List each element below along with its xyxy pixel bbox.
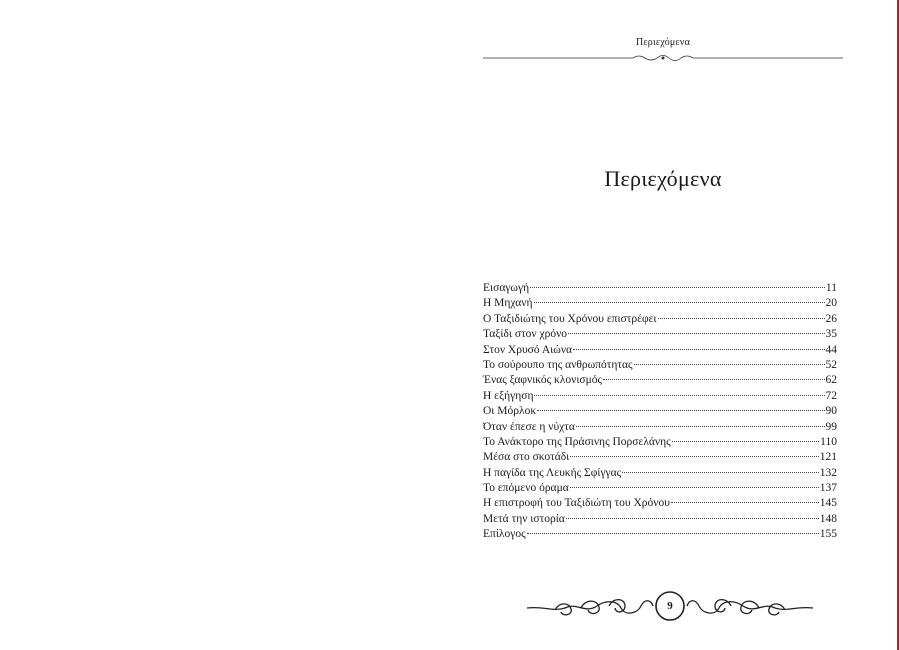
toc-dot-leader xyxy=(573,349,824,350)
toc-entry xyxy=(483,390,837,405)
toc-entry xyxy=(483,359,837,374)
toc-entry-title: Μετά την ιστορία xyxy=(483,512,565,525)
toc-entry-title: Το επόμενο όραμα xyxy=(483,482,569,495)
toc-entry-page: 20 xyxy=(825,297,837,310)
toc-entry xyxy=(483,313,837,328)
toc-entry-page: 35 xyxy=(825,328,837,341)
toc-entry-page: 145 xyxy=(819,497,837,510)
toc-entry-title: Όταν έπεσε η νύχτα xyxy=(483,420,575,433)
toc-entry xyxy=(483,282,837,297)
toc-entry xyxy=(483,436,837,451)
toc-dot-leader xyxy=(527,533,819,534)
toc-dot-leader xyxy=(634,364,825,365)
toc-entry-title: Ένας ξαφνικός κλονισμός xyxy=(483,374,603,387)
toc-entry-page: 26 xyxy=(825,312,837,325)
toc-entry xyxy=(483,405,837,420)
toc-dot-leader xyxy=(603,379,824,380)
toc-dot-leader xyxy=(534,302,825,303)
header-flourish-rule xyxy=(483,50,843,66)
toc-entry-title: Το σούρουπο της ανθρωπότητας xyxy=(483,358,633,371)
toc-dot-leader xyxy=(576,426,825,427)
toc-entry-page: 44 xyxy=(825,343,837,356)
toc-dot-leader xyxy=(530,287,825,288)
page-number: 9 xyxy=(667,600,673,612)
toc-entry-page: 62 xyxy=(825,374,837,387)
toc-entry-page: 148 xyxy=(819,512,837,525)
toc-dot-leader xyxy=(537,410,824,411)
toc-entry xyxy=(483,374,837,389)
toc-entry-page: 72 xyxy=(825,389,837,402)
toc-entry xyxy=(483,328,837,343)
table-of-contents xyxy=(483,282,837,544)
toc-entry-page: 90 xyxy=(825,405,837,418)
toc-dot-leader xyxy=(570,487,819,488)
toc-dot-leader xyxy=(566,518,819,519)
toc-entry-title: Ο Ταξιδιώτης του Χρόνου επιστρέφει xyxy=(483,312,657,325)
toc-entry-title: Μέσα στο σκοτάδι xyxy=(483,451,570,464)
toc-entry-title: Ταξίδι στον χρόνο xyxy=(483,328,568,341)
toc-entry xyxy=(483,467,837,482)
page-title: Περιεχόμενα xyxy=(604,166,722,191)
toc-dot-leader xyxy=(671,502,819,503)
toc-entry-title: Η εξήγηση xyxy=(483,389,534,402)
toc-entry-page: 11 xyxy=(825,282,837,294)
toc-dot-leader xyxy=(568,333,824,334)
toc-entry xyxy=(483,421,837,436)
toc-entry xyxy=(483,451,837,466)
toc-entry-title: Εισαγωγή xyxy=(483,282,530,294)
toc-dot-leader xyxy=(658,318,825,319)
toc-dot-leader xyxy=(570,456,819,457)
toc-entry xyxy=(483,344,837,359)
toc-entry-page: 155 xyxy=(819,528,837,541)
toc-entry-page: 99 xyxy=(825,420,837,433)
toc-entry-page: 132 xyxy=(819,466,837,479)
toc-entry-page: 137 xyxy=(819,482,837,495)
toc-entry xyxy=(483,528,837,543)
toc-entry-page: 110 xyxy=(820,435,837,448)
toc-entry xyxy=(483,497,837,512)
toc-entry-page: 121 xyxy=(819,451,837,464)
toc-entry xyxy=(483,482,837,497)
toc-entry-page: 52 xyxy=(825,358,837,371)
toc-entry-title: Οι Μόρλοκ xyxy=(483,405,537,418)
toc-entry-title: Η παγίδα της Λευκής Σφίγγας xyxy=(483,466,622,479)
running-header: Περιεχόμενα xyxy=(635,37,691,48)
toc-entry-title: Το Ανάκτορο της Πράσινης Πορσελάνης xyxy=(483,435,671,448)
toc-entry-title: Στον Χρυσό Αιώνα xyxy=(483,343,573,356)
toc-entry-title: Επίλογος xyxy=(483,528,526,541)
toc-entry-title: Η Μηχανή xyxy=(483,297,533,310)
page-edge-rule xyxy=(897,0,899,650)
toc-dot-leader xyxy=(622,472,819,473)
toc-dot-leader xyxy=(534,395,824,396)
toc-entry-title: Η επιστροφή του Ταξιδιώτη του Χρόνου xyxy=(483,497,670,510)
toc-entry xyxy=(483,297,837,312)
toc-dot-leader xyxy=(672,441,819,442)
toc-entry xyxy=(483,513,837,528)
